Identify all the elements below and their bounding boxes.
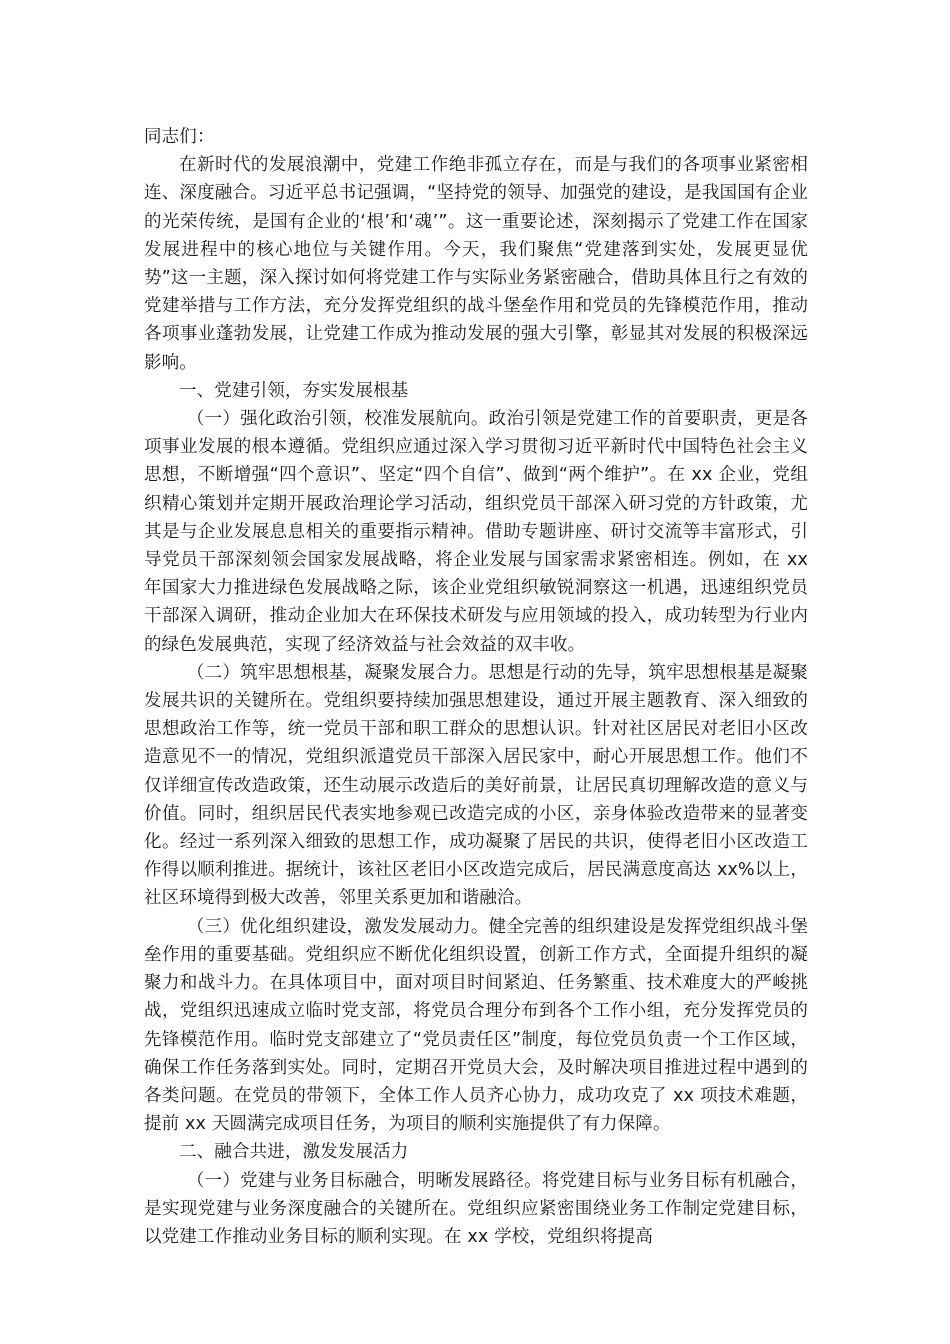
intro-paragraph: 在新时代的发展浪潮中，党建工作绝非孤立存在，而是与我们的各项事业紧密相连、深度融合。习近平总书记强调，“坚持党的领导、加强党的建设，是我国国有企业的光荣传统，是国有企业的‘根’和‘魂’”。这一重要论述，深刻揭示了党建工作在国家发展进程中的核心地位与关键作用。今天，我们聚焦“党建落到实处，发展更显优势”这一主题，深入探讨如何将党建工作与实际业务紧密融合，借助具体且行之有效的党建举措与工作方法，充分发挥党组织的战斗堡垒作用和党员的先锋模范作用，推动各项事业蓬勃发展，让党建工作成为推动发展的强大引擎，彰显其对发展的积极深远影响。 <box>144 155 808 373</box>
salutation: 同志们： <box>144 127 215 147</box>
section-2-heading: 二、融合共进，激发发展活力 <box>179 1142 409 1163</box>
section-1-item-2: （二）筑牢思想根基，凝聚发展合力。思想是行动的先导，筑牢思想根基是凝聚发展共识的关键所在。党组织要持续加强思想建设，通过开展主题教育、深入细致的思想政治工作等，统一党员干部和职工群众的思想认识。针对社区居民对老旧小区改造意见不一的情况，党组织派遣党员干部深入居民家中，耐心开展思想工作。他们不仅详细宣传改造政策，还生动展示改造后的美好前景，让居民真切理解改造的意义与价值。同时，组织居民代表实地参观已改造完成的小区，亲身体验改造带来的显著变化。经过一系列深入细致的思想工作，成功凝聚了居民的共识，使得老旧小区改造工作得以顺利推进。据统计，该社区老旧小区改造完成后，居民满意度高达 xx%以上，社区环境得到极大改善，邻里关系更加和谐融洽。 <box>144 662 808 909</box>
section-2-item-1: （一）党建与业务目标融合，明晰发展路径。将党建目标与业务目标有机融合，是实现党建与业务深度融合的关键所在。党组织应紧密围绕业务工作制定党建目标，以党建工作推动业务目标的顺利实现。在 xx 学校，党组织将提高 <box>144 1170 808 1247</box>
document-body <box>144 123 808 1251</box>
section-1-item-1: （一）强化政治引领，校准发展航向。政治引领是党建工作的首要职责，更是各项事业发展的根本遵循。党组织应通过深入学习贯彻习近平新时代中国特色社会主义思想，不断增强“四个意识”、坚定“四个自信”、做到“两个维护”。在 xx 企业，党组织精心策划并定期开展政治理论学习活动，组织党员干部深入研习党的方针政策，尤其是与企业发展息息相关的重要指示精神。借助专题讲座、研讨交流等丰富形式，引导党员干部深刻领会国家发展战略，将企业发展与国家需求紧密相连。例如，在 xx 年国家大力推进绿色发展战略之际，该企业党组织敏锐洞察这一机遇，迅速组织党员干部深入调研，推动企业加大在环保技术研发与应用领域的投入，成功转型为行业内的绿色发展典范，实现了经济效益与社会效益的双丰收。 <box>144 409 808 655</box>
section-1-heading: 一、党建引领，夯实发展根基 <box>179 380 409 401</box>
section-1-item-3: （三）优化组织建设，激发发展动力。健全完善的组织建设是发挥党组织战斗堡垒作用的重要基础。党组织应不断优化组织设置，创新工作方式，全面提升组织的凝聚力和战斗力。在具体项目中，面对项目时间紧迫、任务繁重、技术难度大的严峻挑战，党组织迅速成立临时党支部，将党员合理分布到各个工作小组，充分发挥党员的先锋模范作用。临时党支部建立了“党员责任区”制度，每位党员负责一个工作区域，确保工作任务落到实处。同时，定期召开党员大会，及时解决项目推进过程中遇到的各类问题。在党员的带领下，全体工作人员齐心协力，成功攻克了 xx 项技术难题，提前 xx 天圆满完成项目任务，为项目的顺利实施提供了有力保障。 <box>144 916 808 1135</box>
